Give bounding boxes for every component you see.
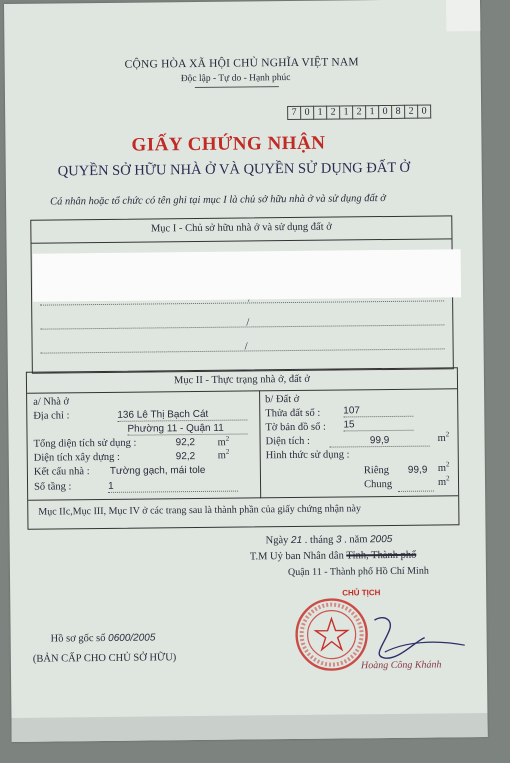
slash-mark: /	[246, 316, 250, 329]
parcel-label: Thửa đất số :	[265, 407, 321, 420]
serial-digit: 2	[353, 105, 366, 119]
file-number-label: Hồ sơ gốc số	[50, 632, 106, 645]
national-motto: Độc lập - Tự do - Hạnh phúc	[180, 73, 291, 85]
section-2-footer-divider	[28, 495, 458, 501]
owner-line	[40, 324, 444, 329]
national-title: CỘNG HÒA XÃ HỘI CHỦ NGHĨA VIỆT NAM	[124, 56, 359, 71]
signer-name: Hoàng Công Khánh	[360, 659, 442, 672]
address-line-2: Phường 11 - Quận 11	[127, 422, 247, 435]
shared-value	[398, 479, 434, 492]
paper-bottom-edge	[11, 713, 487, 742]
map-sheet-value: 15	[343, 419, 413, 432]
build-area-label: Diện tích xây dựng :	[33, 451, 120, 464]
authority-line-2: Quận 11 - Thành phố Hồ Chí Minh	[287, 565, 429, 579]
build-area-unit: $m^2$	[217, 447, 230, 462]
total-area-value: 92,2	[175, 437, 196, 449]
date-month: 3	[335, 534, 342, 546]
floors-value: 1	[108, 480, 238, 493]
owner-line	[41, 348, 445, 353]
land-area-value: 99,9	[330, 435, 430, 448]
date-day-label: Ngày	[265, 535, 289, 547]
issue-date: Ngày 21 . tháng 3 . năm 2005	[265, 533, 393, 547]
date-year: 2005	[370, 533, 393, 546]
copy-note: (BẢN CẤP CHO CHỦ SỞ HỮU)	[32, 652, 177, 665]
parcel-value: 107	[343, 405, 413, 418]
total-area-unit: $m^2$	[217, 434, 230, 449]
certificate-subtitle: QUYỀN SỞ HỮU NHÀ Ở VÀ QUYỀN SỬ DỤNG ĐẤT Ở	[57, 159, 411, 180]
section-2-column-divider	[259, 390, 261, 498]
date-year-label: năm	[349, 534, 368, 546]
redacted-owner-name	[33, 249, 461, 301]
date-month-label: tháng	[309, 534, 334, 546]
section-2-footer-note: Mục IIc,Mục III, Mục IV ở các trang sau là thành phần của giấy chứng nhận này	[38, 503, 362, 518]
file-number-value: 0600/2005	[108, 632, 156, 644]
house-heading: a/ Nhà ở	[33, 396, 70, 408]
serial-digit: 8	[392, 105, 405, 119]
serial-digit: 0	[379, 105, 392, 119]
serial-digit: 7	[287, 106, 301, 120]
section-2-divider	[27, 388, 457, 394]
total-area-label: Tổng diện tích sử dụng :	[33, 437, 137, 450]
address-line-1: 136 Lê Thị Bạch Cát	[117, 408, 247, 421]
issuing-authority	[250, 550, 417, 563]
structure-label: Kết cấu nhà :	[33, 466, 90, 478]
section-2-title: Mục II - Thực trạng nhà ở, đất ở	[173, 373, 310, 387]
structure-value: Tường gạch, mái tole	[109, 464, 206, 477]
authority-struck: Tỉnh, Thành phố	[346, 549, 417, 562]
land-area-label: Diện tích :	[265, 435, 310, 448]
serial-digit: 2	[405, 105, 418, 119]
section-1-divider	[32, 238, 452, 243]
slash-mark: /	[244, 340, 248, 353]
section-1-title: Mục I - Chủ sở hữu nhà ở và sử dụng đất ở	[150, 221, 332, 235]
private-value: 99,9	[407, 464, 428, 476]
serial-digit: 1	[314, 106, 327, 120]
date-day: 21	[290, 534, 303, 547]
private-label: Riêng	[363, 464, 390, 477]
serial-digit: 2	[327, 105, 340, 119]
private-unit: $m^2$	[437, 460, 450, 474]
serial-digit: 1	[340, 105, 353, 119]
map-sheet-label: Tờ bản đồ số :	[265, 421, 326, 434]
floors-label: Số tầng :	[34, 481, 72, 493]
stamp-role: CHỦ TỊCH	[342, 588, 381, 598]
usage-form-label: Hình thức sử dụng :	[265, 449, 350, 462]
paper-corner	[446, 0, 480, 31]
land-heading: b/ Đất ở	[265, 393, 300, 406]
certificate-intro: Cá nhân hoặc tổ chức có tên ghi tại mục I là chủ sở hữu nhà ở và sử dụng đất ở	[50, 193, 386, 208]
serial-digit: 0	[301, 106, 314, 120]
build-area-value: 92,2	[175, 451, 196, 463]
authority-line-1: T.M Uỷ ban Nhân dân	[249, 550, 344, 563]
shared-label: Chung	[363, 478, 393, 491]
serial-number	[287, 105, 431, 121]
section-2-box	[26, 367, 460, 530]
certificate-title: GIẤY CHỨNG NHẬN	[131, 132, 326, 156]
file-number	[51, 632, 156, 644]
certificate-page	[4, 0, 488, 742]
land-area-unit: $m^2$	[437, 430, 450, 444]
owner-line	[40, 300, 444, 305]
serial-digit: 0	[418, 105, 431, 119]
shared-unit: $m^2$	[437, 474, 450, 488]
motto-underline	[195, 86, 279, 88]
serial-digit: 1	[366, 105, 379, 119]
address-label: Địa chỉ :	[33, 410, 70, 422]
